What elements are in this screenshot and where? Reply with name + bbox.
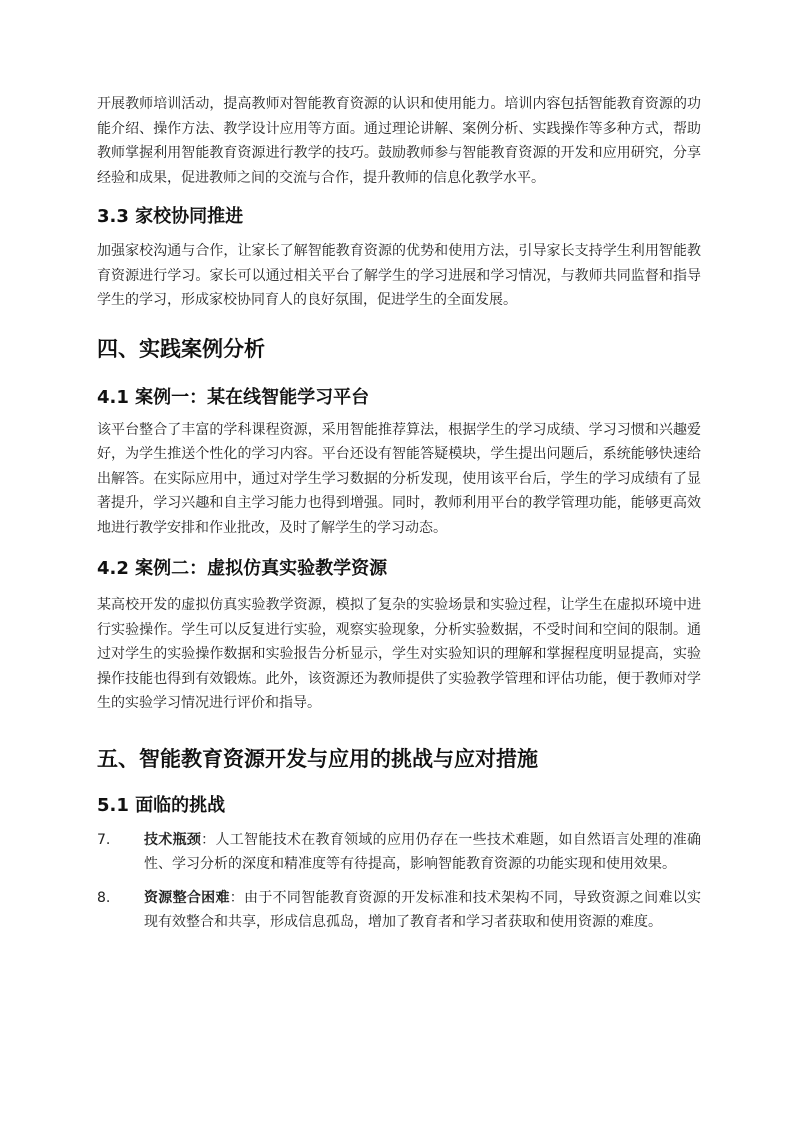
paragraph-4-1: 该平台整合了丰富的学科课程资源，采用智能推荐算法，根据学生的学习成绩、学习习惯和兴趣爱好，为学生推送个性化的学习内容。平台还设有智能答疑模块，学生提出问题后，系统能够快速给出解答。在实际应用中，通过对学生学习数据的分析发现，使用该平台后，学生的学习成绩有了显著提升，学习兴趣和自主学习能力也得到增强。同时，教师利用平台的教学管理功能，能够更高效地进行教学安排和作业批改，及时了解学生的学习动态。	[97, 421, 701, 536]
list-term: 技术瓶颈	[144, 831, 202, 848]
list-number: 7.	[97, 831, 111, 848]
heading-5-1: 5.1 面临的挑战	[97, 794, 226, 816]
list-item-challenge	[97, 886, 701, 935]
list-separator: ：	[201, 831, 216, 848]
heading-section-4: 四、实践案例分析	[97, 336, 265, 361]
list-text: 由于不同智能教育资源的开发标准和技术架构不同，导致资源之间难以实现有效整合和共享，形成信息孤岛，增加了教育者和学习者获取和使用资源的难度。	[144, 889, 702, 930]
list-separator: ：	[229, 889, 245, 906]
paragraph-4-2: 某高校开发的虚拟仿真实验教学资源，模拟了复杂的实验场景和实验过程，让学生在虚拟环境中进行实验操作。学生可以反复进行实验，观察实验现象，分析实验数据，不受时间和空间的限制。通过对学生的实验操作数据和实验报告分析显示，学生对实验知识的理解和掌握程度明显提高，实验操作技能也得到有效锻炼。此外，该资源还为教师提供了实验教学管理和评估功能，便于教师对学生的实验学习情况进行评价和指导。	[97, 597, 701, 711]
list-number: 8.	[97, 889, 111, 906]
heading-4-2: 4.2 案例二：虚拟仿真实验教学资源	[97, 558, 388, 579]
heading-3-3: 3.3 家校协同推进	[97, 206, 244, 227]
heading-4-1: 4.1 案例一：某在线智能学习平台	[97, 386, 370, 408]
list-item-challenge	[97, 828, 701, 877]
list-term: 资源整合困难	[144, 889, 230, 906]
list-text: 人工智能技术在教育领域的应用仍存在一些技术难题，如自然语言处理的准确性、学习分析的深度和精准度等有待提高，影响智能教育资源的功能实现和使用效果。	[144, 831, 702, 872]
document-content	[97, 92, 701, 935]
paragraph-teacher-training: 开展教师培训活动，提高教师对智能教育资源的认识和使用能力。培训内容包括智能教育资源的功能介绍、操作方法、教学设计应用等方面。通过理论讲解、案例分析、实践操作等多种方式，帮助教师掌握利用智能教育资源进行教学的技巧。鼓励教师参与智能教育资源的开发和应用研究，分享经验和成果，促进教师之间的交流与合作，提升教师的信息化教学水平。	[97, 96, 701, 186]
heading-section-5: 五、智能教育资源开发与应用的挑战与应对措施	[97, 746, 538, 771]
paragraph-3-3: 加强家校沟通与合作，让家长了解智能教育资源的优势和使用方法，引导家长支持学生利用智能教育资源进行学习。家长可以通过相关平台了解学生的学习进展和学习情况，与教师共同监督和指导学生的学习，形成家校协同育人的良好氛围，促进学生的全面发展。	[97, 243, 701, 308]
